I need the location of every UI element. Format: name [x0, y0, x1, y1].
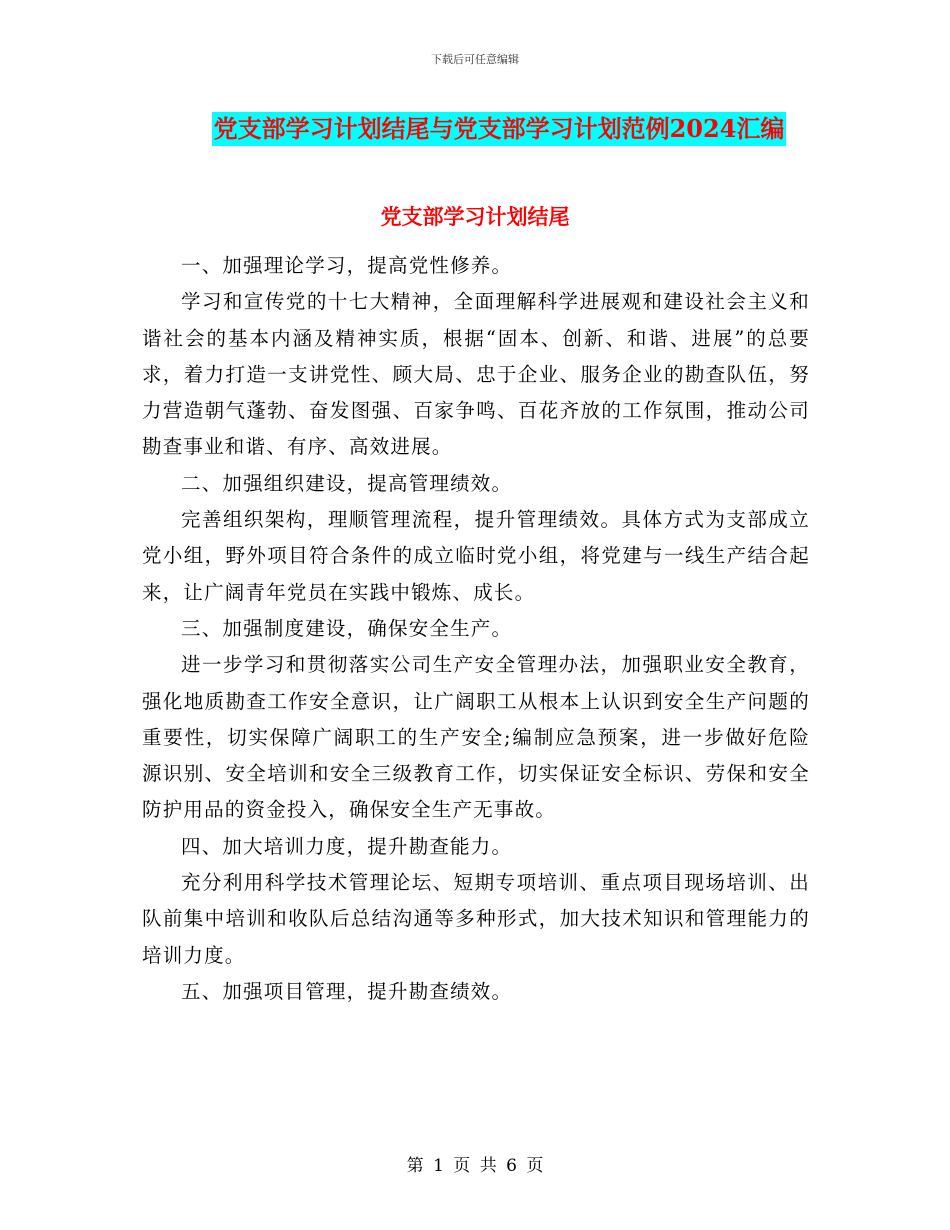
paragraph: 完善组织架构，理顺管理流程，提升管理绩效。具体方式为支部成立党小组，野外项目符合条件的成立临时党小组，将党建与一线生产结合起来，让广阔青年党员在实践中锻炼、成长。	[142, 508, 810, 604]
paragraph: 充分利用科学技术管理论坛、短期专项培训、重点项目现场培训、出队前集中培训和收队后总结沟通等多种形式，加大技术知识和管理能力的培训力度。	[142, 871, 810, 967]
header-note: 下载后可任意编辑	[431, 53, 519, 66]
paragraph-heading-1: 一、加强理论学习，提高党性修养。	[181, 254, 513, 277]
paragraph-heading-4: 四、加大培训力度，提升勘查能力。	[181, 834, 513, 858]
section-title: 党支部学习计划结尾	[380, 204, 570, 229]
document-title-container	[0, 112, 950, 146]
page-footer: 第 1 页 共 6 页	[406, 1156, 544, 1176]
paragraph-heading-3: 三、加强制度建设，确保安全生产。	[181, 616, 513, 640]
paragraph: 进一步学习和贯彻落实公司生产安全管理办法，加强职业安全教育，强化地质勘查工作安全意识，让广阔职工从根本上认识到安全生产问题的重要性，切实保障广阔职工的生产安全;编制应急预案，进一步做好危险源识别、安全培训和安全三级教育工作，切实保证安全标识、劳保和安全防护用品的资金投入，确保安全生产无事故。	[142, 653, 810, 822]
document-title: 党支部学习计划结尾与党支部学习计划范例2024汇编	[212, 112, 787, 146]
paragraph-heading-2: 二、加强组织建设，提高管理绩效。	[181, 471, 513, 495]
paragraph-heading-5: 五、加强项目管理，提升勘查绩效。	[181, 979, 513, 1003]
document-body	[142, 248, 810, 1010]
paragraph: 学习和宣传党的十七大精神，全面理解科学进展观和建设社会主义和谐社会的基本内涵及精神实质，根据“固本、创新、和谐、进展”的总要求，着力打造一支讲党性、顾大局、忠于企业、服务企业的勘查队伍，努力营造朝气蓬勃、奋发图强、百家争鸣、百花齐放的工作氛围，推动公司勘查事业和谐、有序、高效进展。	[142, 290, 810, 459]
